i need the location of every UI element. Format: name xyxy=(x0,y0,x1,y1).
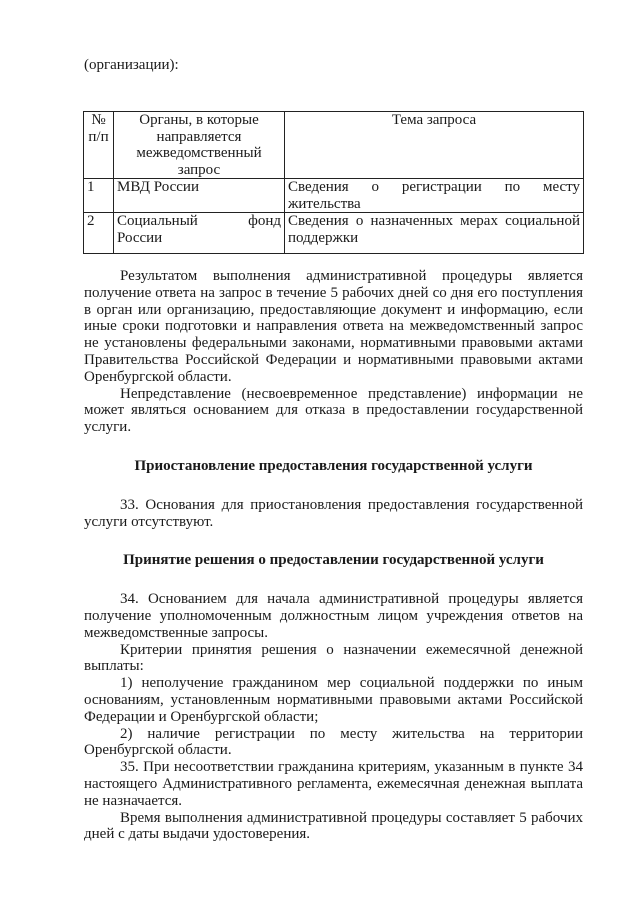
table-row xyxy=(84,179,584,213)
header-topic: Тема запроса xyxy=(285,112,584,179)
table-row xyxy=(84,213,584,254)
paragraph-34: 34. Основанием для начала административной процедуры является получение уполномоченным должностным лицом учреждения ответов на межведомственные запросы. xyxy=(84,591,583,641)
header-number: № п/п xyxy=(84,112,114,179)
paragraph-35: 35. При несоответствии гражданина критериям, указанным в пункте 34 настоящего Административного регламента, ежемесячная денежная выплата не назначается. xyxy=(84,759,583,809)
cell-agency: МВД России xyxy=(114,179,285,213)
intro-text: (организации): xyxy=(84,57,179,73)
paragraph-duration: Время выполнения административной процедуры составляет 5 рабочих дней с даты выдачи удостоверения. xyxy=(84,809,583,843)
paragraph-criteria: Критерии принятия решения о назначении ежемесячной денежной выплаты: xyxy=(84,641,583,675)
section-heading-decision: Принятие решения о предоставлении государственной услуги xyxy=(123,552,544,569)
table-header-row xyxy=(84,112,584,179)
paragraph-33: 33. Основания для приостановления предоставления государственной услуги отсутствуют. xyxy=(84,496,583,530)
document-body xyxy=(84,268,583,843)
cell-topic: Сведения о назначенных мерах социальной поддержки xyxy=(285,213,584,254)
cell-agency: Социальный фонд России xyxy=(114,213,285,254)
paragraph-criterion-1: 1) неполучение гражданином мер социальной поддержки по иным основаниям, установленным нормативными правовыми актами Российской Федерации и Оренбургской области; xyxy=(84,675,583,725)
cell-topic: Сведения о регистрации по месту жительства xyxy=(285,179,584,213)
cell-number: 1 xyxy=(84,179,114,213)
request-table xyxy=(83,111,584,254)
paragraph-result: Результатом выполнения административной процедуры является получение ответа на запрос в течение 5 рабочих дней со дня его поступления в орган или организацию, предоставляющие документ и информацию, если иные сроки подготовки и направления ответа на межведомственный запрос не установлены федеральными законами, нормативными правовыми актами Правительства Российской Федерации и нормативными правовыми актами Оренбургской области. xyxy=(84,268,583,385)
section-heading-suspension: Приостановление предоставления государственной услуги xyxy=(134,457,533,474)
paragraph-criterion-2: 2) наличие регистрации по месту жительства на территории Оренбургской области. xyxy=(84,725,583,759)
paragraph-nonsubmission: Непредставление (несвоевременное представление) информации не может являться основанием для отказа в предоставлении государственной услуги. xyxy=(84,385,583,436)
header-agency: Органы, в которые направляется межведомственный запрос xyxy=(114,112,285,179)
cell-number: 2 xyxy=(84,213,114,254)
